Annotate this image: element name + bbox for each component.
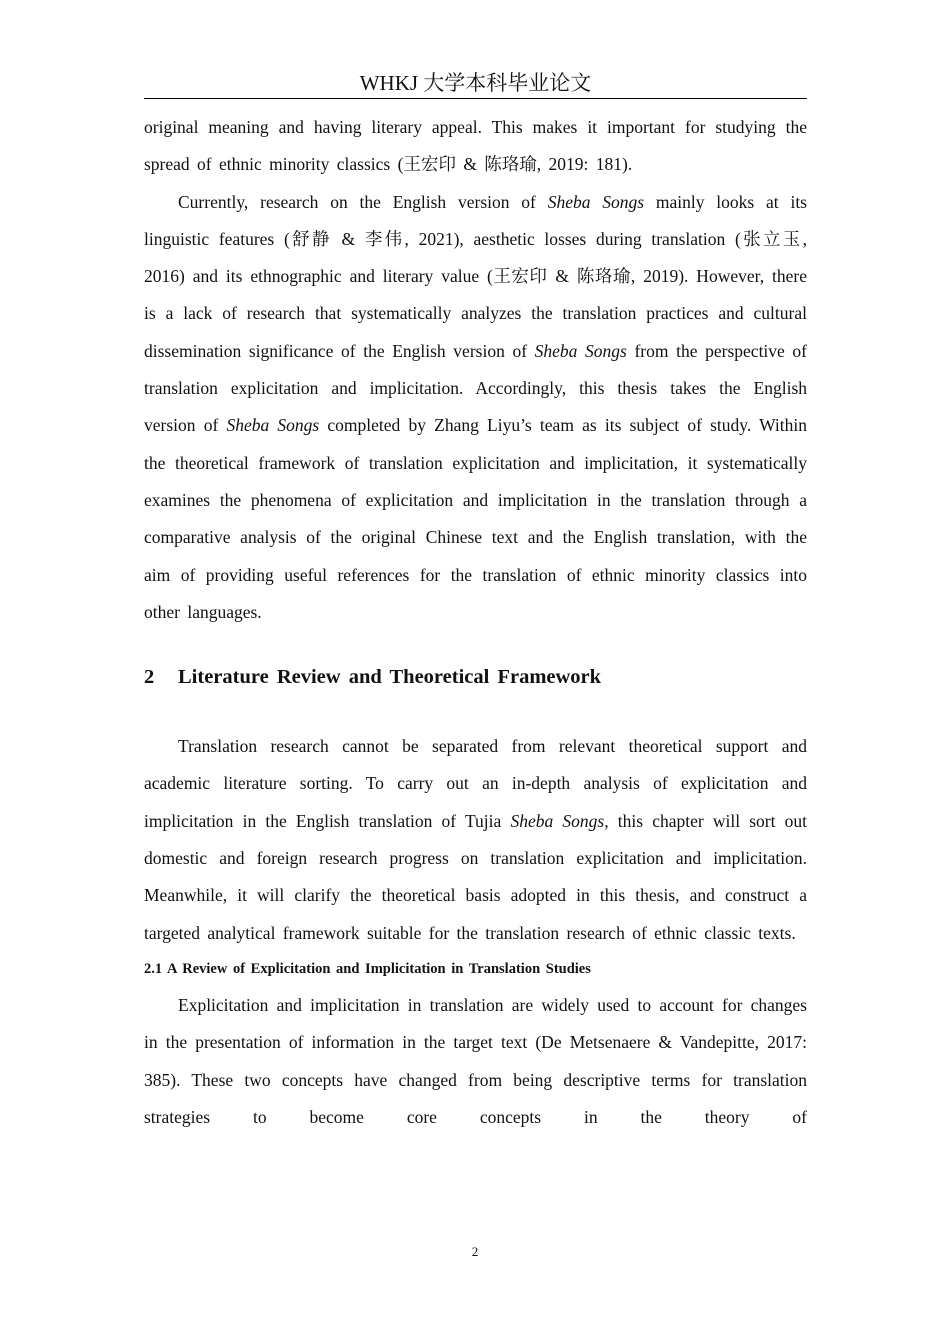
page-number: 2 — [471, 1244, 479, 1259]
section-number: 2 — [144, 666, 155, 689]
section-heading — [144, 662, 807, 692]
text-run: this chapter will sort out domestic and foreign research progress on translation explicitation and implicitation. Meanwhile, it will clarify the theoretical basis adopted in this thesis, and construct a targeted analytical framework suitable for the translation research of ethnic classic texts. — [144, 810, 807, 943]
text-run: Currently, research on the English version of — [178, 191, 548, 212]
italic-title: Sheba Songs — [547, 191, 645, 212]
text-run: Translation research cannot be separated from relevant theoretical support and academic literature sorting. To carry out an in-depth analysis of explicitation and implicitation in the English translation of Tujia — [144, 736, 807, 831]
text-run: from the perspective of translation explicitation and implicitation. Accordingly, this thesis takes the English version of — [144, 340, 808, 436]
paragraph-chapter-intro — [144, 728, 807, 952]
running-header: WHKJ 大学本科毕业论文 — [359, 71, 592, 95]
page-body — [144, 109, 807, 1136]
italic-title: Sheba Songs — [534, 340, 627, 361]
subsection-heading: 2.1 A Review of Explicitation and Implicitation in Translation Studies — [144, 960, 591, 977]
paragraph-review: Explicitation and implicitation in translation are widely used to account for changes in the presentation of information in the target text (De Metsenaere & Vandepitte, 2017: 385). These two concepts have changed from being descriptive terms for translation strategies to become core concepts in the theory of — [144, 994, 807, 1127]
paragraph-research-gap — [144, 184, 807, 632]
header-rule — [144, 98, 807, 99]
text-run: mainly looks at its linguistic features (舒静 & 李伟, 2021), aesthetic losses during translation (张立玉, 2016) and its ethnographic and literary value (王宏印 & 陈珞瑜, 2019). However, there is a lack of research that systematically analyzes the translation practices and cultural dissemination significance of the English version of — [144, 191, 807, 361]
text-run: completed by Zhang Liyu’s team as its subject of study. Within the theoretical framework of translation explicitation and implicitation, it systematically examines the phenomena of explicitation and implicitation in the translation through a comparative analysis of the original Chinese text and the English translation, with the aim of providing useful references for the translation of ethnic minority classics into other languages. — [144, 415, 807, 622]
paragraph-continued: original meaning and having literary appeal. This makes it important for studying the spread of ethnic minority classics (王宏印 & 陈珞瑜, 2019: 181). — [144, 117, 807, 175]
section-title: Literature Review and Theoretical Framework — [178, 666, 602, 689]
italic-title: Sheba Songs — [226, 415, 320, 436]
italic-title: Sheba Songs, — [510, 810, 609, 831]
